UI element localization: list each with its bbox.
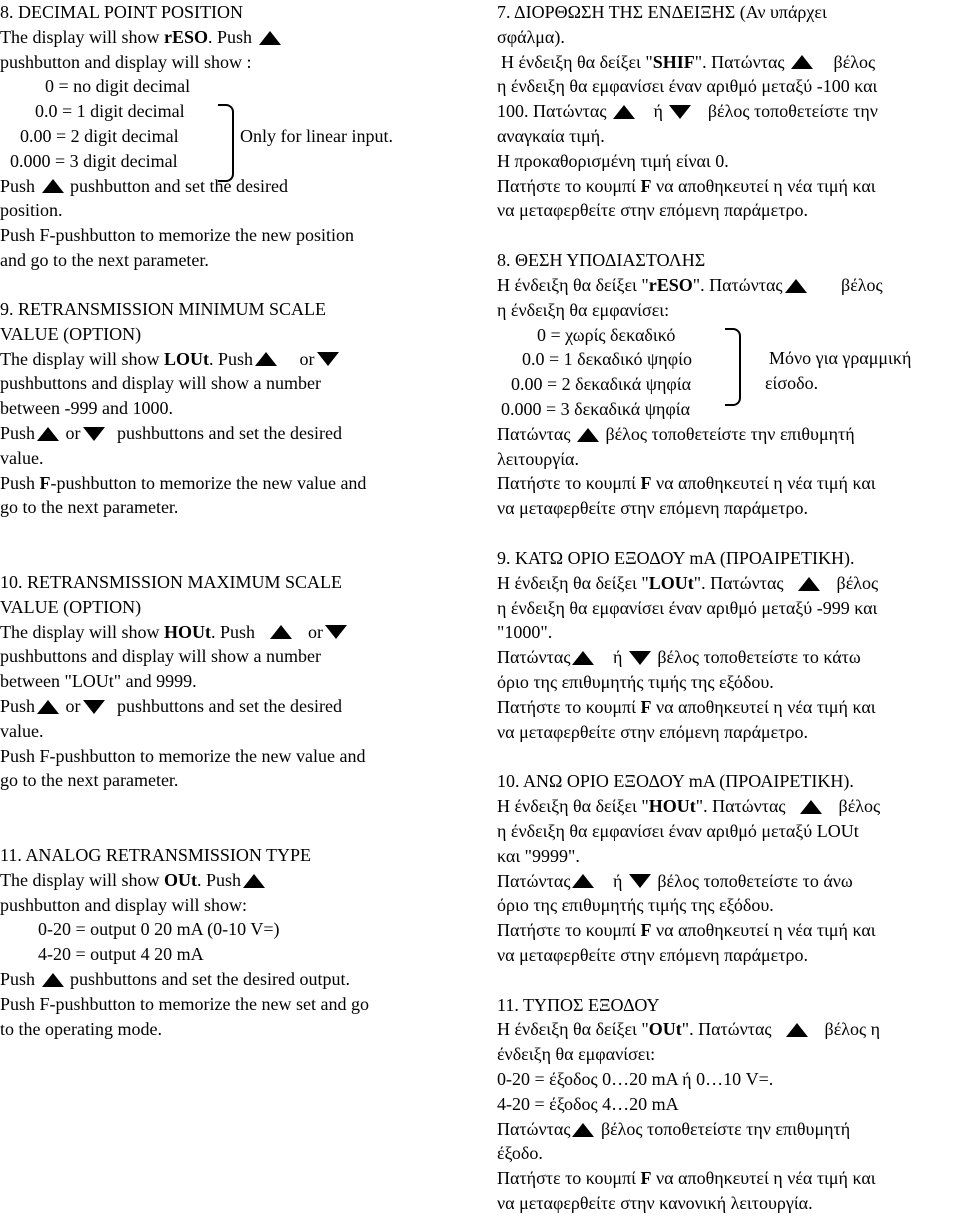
text: και "9999". bbox=[497, 845, 580, 866]
brace-icon bbox=[725, 328, 741, 406]
display-code: OUt bbox=[164, 869, 197, 890]
section-title: 11. ANALOG RETRANSMISSION TYPE bbox=[0, 845, 312, 865]
section-title: 11. ΤΥΠΟΣ ΕΞΟΔΟΥ bbox=[497, 994, 660, 1015]
up-arrow-icon bbox=[572, 651, 594, 665]
up-arrow-icon bbox=[42, 179, 64, 193]
text: 100. Πατώντας bbox=[497, 101, 607, 122]
text: βέλος bbox=[836, 572, 879, 593]
english-column bbox=[0, 0, 470, 1041]
en-section-9 bbox=[0, 297, 470, 545]
display-code: HOUt bbox=[648, 796, 696, 817]
text: Η ένδειξη θα δείξει " bbox=[501, 51, 653, 72]
text: go to the next parameter. bbox=[0, 770, 179, 791]
text: βέλος η bbox=[824, 1019, 881, 1040]
en-section-8 bbox=[0, 0, 470, 272]
section-title: 8. ΘΕΣΗ ΥΠΟΔΙΑΣΤΟΛΗΣ bbox=[497, 250, 706, 271]
bracket-note: Only for linear input. bbox=[240, 126, 393, 146]
key-letter: F bbox=[640, 696, 652, 717]
up-arrow-icon bbox=[572, 874, 594, 888]
up-arrow-icon bbox=[37, 700, 59, 714]
text: and go to the next parameter. bbox=[0, 249, 209, 270]
section-title: 10. ΑΝΩ ΟΡΙΟ ΕΞΟΔΟΥ mA (ΠΡΟΑΙΡΕΤΙΚΗ). bbox=[497, 771, 854, 792]
down-arrow-icon bbox=[83, 700, 105, 714]
up-arrow-icon bbox=[786, 1023, 808, 1037]
option-line: 0.00 = 2 δεκαδικά ψηφία bbox=[511, 374, 692, 395]
down-arrow-icon bbox=[317, 352, 339, 366]
text: pushbuttons and set the desired bbox=[117, 422, 342, 443]
text: βέλος bbox=[833, 51, 876, 72]
option-line: 4-20 = έξοδος 4…20 mA bbox=[497, 1093, 679, 1114]
text: ". Πατώντας bbox=[692, 274, 783, 295]
text: ένδειξη θα εμφανίσει: bbox=[497, 1044, 656, 1065]
text: να μεταφερθείτε στην επόμενη παράμετρο. bbox=[497, 498, 808, 519]
section-title: 9. RETRANSMISSION MINIMUM SCALE bbox=[0, 299, 327, 319]
text: βέλος τοποθετείστε την επιθυμητή bbox=[600, 1118, 851, 1139]
text: ". Πατώντας bbox=[681, 1019, 772, 1040]
text: να μεταφερθείτε στην κανονική λειτουργία. bbox=[497, 1193, 813, 1214]
key-letter: F bbox=[640, 175, 652, 196]
el-section-10 bbox=[497, 769, 955, 967]
text: βέλος τοποθετείστε το κάτω bbox=[657, 647, 861, 668]
text: η ένδειξη θα εμφανίσει έναν αριθμό μεταξύ LOUt bbox=[497, 820, 859, 841]
key-letter: F bbox=[640, 920, 652, 941]
option-line: 0 = no digit decimal bbox=[45, 76, 191, 97]
text: . Push bbox=[209, 348, 254, 369]
text: η ένδειξη θα εμφανίσει έναν αριθμό μεταξύ -999 και bbox=[497, 597, 878, 618]
display-code: OUt bbox=[648, 1019, 682, 1040]
up-arrow-icon bbox=[572, 1123, 594, 1137]
text: αναγκαία τιμή. bbox=[497, 125, 605, 146]
up-arrow-icon bbox=[42, 973, 64, 987]
text: Push bbox=[0, 472, 40, 493]
text: να αποθηκευτεί η νέα τιμή και bbox=[651, 175, 876, 196]
key-letter: F bbox=[39, 472, 51, 493]
text: λειτουργία. bbox=[497, 448, 579, 469]
text: Η ένδειξη θα δείξει " bbox=[497, 796, 649, 817]
display-code: LOUt bbox=[164, 348, 209, 369]
text: Push F-pushbutton to memorize the new value and bbox=[0, 745, 366, 766]
text: να μεταφερθείτε στην επόμενη παράμετρο. bbox=[497, 200, 808, 221]
text: ". Πατώντας bbox=[693, 572, 784, 593]
bracket-note: είσοδο. bbox=[765, 373, 819, 394]
up-arrow-icon bbox=[791, 55, 813, 69]
text: or bbox=[299, 348, 315, 369]
text: Πατήστε το κουμπί bbox=[497, 920, 641, 941]
text: Push F-pushbutton to memorize the new set and go bbox=[0, 993, 369, 1014]
text: go to the next parameter. bbox=[0, 497, 179, 518]
text: Πατήστε το κουμπί bbox=[497, 696, 641, 717]
text: The display will show bbox=[0, 26, 164, 47]
text: value. bbox=[0, 447, 44, 468]
text: pushbutton and display will show : bbox=[0, 51, 252, 72]
text: pushbuttons and set the desired bbox=[117, 695, 342, 716]
option-line: 0.0 = 1 δεκαδικό ψηφίο bbox=[522, 349, 692, 370]
text: Η ένδειξη θα δείξει " bbox=[497, 572, 649, 593]
text: pushbuttons and set the desired output. bbox=[70, 968, 350, 989]
text: or bbox=[65, 695, 81, 716]
down-arrow-icon bbox=[325, 625, 347, 639]
down-arrow-icon bbox=[629, 874, 651, 888]
section-title: σφάλμα). bbox=[497, 26, 565, 47]
el-section-11 bbox=[497, 993, 955, 1216]
text: or bbox=[308, 621, 324, 642]
text: ". Πατώντας bbox=[695, 796, 786, 817]
option-line: 0.0 = 1 digit decimal bbox=[35, 101, 185, 122]
down-arrow-icon bbox=[629, 651, 651, 665]
up-arrow-icon bbox=[259, 31, 281, 45]
text: η ένδειξη θα εμφανίσει έναν αριθμό μεταξύ -100 και bbox=[497, 76, 878, 97]
el-section-7 bbox=[497, 0, 955, 223]
display-code: SHIF bbox=[652, 51, 695, 72]
en-section-11 bbox=[0, 843, 470, 1041]
text: -pushbutton to memorize the new value and bbox=[50, 472, 367, 493]
display-code: rESO bbox=[164, 26, 209, 47]
option-line: 0-20 = έξοδος 0…20 mA ή 0…10 V=. bbox=[497, 1069, 774, 1090]
up-arrow-icon bbox=[243, 874, 265, 888]
text: "1000". bbox=[497, 622, 553, 643]
text: Η ένδειξη θα δείξει " bbox=[497, 274, 649, 295]
option-line: 0.000 = 3 δεκαδικά ψηφία bbox=[501, 398, 691, 419]
text: pushbutton and set the desired bbox=[70, 175, 288, 196]
text: position. bbox=[0, 200, 63, 221]
text: έξοδο. bbox=[497, 1143, 543, 1164]
option-line: 0 = χωρίς δεκαδικό bbox=[537, 324, 676, 345]
up-arrow-icon bbox=[785, 279, 807, 293]
up-arrow-icon bbox=[577, 428, 599, 442]
text: όριο της επιθυμητής τιμής της εξόδου. bbox=[497, 671, 774, 692]
text: between -999 and 1000. bbox=[0, 398, 173, 419]
text: Push bbox=[0, 175, 36, 196]
text: Πατήστε το κουμπί bbox=[497, 1168, 641, 1189]
section-title: VALUE (OPTION) bbox=[0, 596, 142, 617]
text: Η ένδειξη θα δείξει " bbox=[497, 1019, 649, 1040]
text: ". Πατώντας bbox=[694, 51, 785, 72]
text: pushbuttons and display will show a number bbox=[0, 373, 321, 394]
text: ή bbox=[612, 647, 623, 668]
text: Πατώντας bbox=[497, 423, 571, 444]
text: The display will show bbox=[0, 348, 164, 369]
text: ή bbox=[612, 870, 623, 891]
text: Push bbox=[0, 968, 36, 989]
brace-icon bbox=[218, 104, 234, 182]
option-line: 0.00 = 2 digit decimal bbox=[20, 125, 179, 146]
option-line: 0.000 = 3 digit decimal bbox=[10, 150, 178, 171]
text: . Push bbox=[208, 26, 253, 47]
section-title: VALUE (OPTION) bbox=[0, 323, 142, 344]
text: να αποθηκευτεί η νέα τιμή και bbox=[651, 473, 876, 494]
el-section-9 bbox=[497, 546, 955, 744]
text: The display will show bbox=[0, 621, 164, 642]
text: . Push bbox=[197, 869, 242, 890]
down-arrow-icon bbox=[669, 105, 691, 119]
text: value. bbox=[0, 720, 44, 741]
up-arrow-icon bbox=[270, 625, 292, 639]
text: ή bbox=[653, 101, 663, 122]
display-code: rESO bbox=[648, 274, 693, 295]
text: η ένδειξη θα εμφανίσει: bbox=[497, 299, 670, 320]
section-title: 7. ΔΙΟΡΘΩΣΗ ΤΗΣ ΕΝΔΕΙΞΗΣ (Αν υπάρχει bbox=[497, 2, 827, 22]
key-letter: F bbox=[640, 473, 652, 494]
up-arrow-icon bbox=[800, 800, 822, 814]
up-arrow-icon bbox=[613, 105, 635, 119]
text: να αποθηκευτεί η νέα τιμή και bbox=[651, 696, 876, 717]
display-code: LOUt bbox=[648, 572, 694, 593]
option-line: 4-20 = output 4 20 mA bbox=[38, 944, 204, 965]
key-letter: F bbox=[640, 1168, 652, 1189]
down-arrow-icon bbox=[83, 427, 105, 441]
text: or bbox=[65, 422, 81, 443]
text: Push F-pushbutton to memorize the new position bbox=[0, 225, 354, 246]
text: Πατώντας bbox=[497, 647, 571, 668]
text: Πατήστε το κουμπί bbox=[497, 175, 641, 196]
text: Push bbox=[0, 695, 36, 716]
text: pushbuttons and display will show a number bbox=[0, 646, 321, 667]
text: να μεταφερθείτε στην επόμενη παράμετρο. bbox=[497, 721, 808, 742]
text: βέλος τοποθετείστε το άνω bbox=[657, 870, 853, 891]
option-line: 0-20 = output 0 20 mA (0-10 V=) bbox=[38, 919, 280, 940]
section-title: 8. DECIMAL POINT POSITION bbox=[0, 2, 243, 22]
text: να αποθηκευτεί η νέα τιμή και bbox=[651, 920, 876, 941]
bracket-note: Μόνο για γραμμική bbox=[769, 348, 912, 369]
up-arrow-icon bbox=[798, 577, 820, 591]
text: Πατώντας bbox=[497, 870, 571, 891]
text: . Push bbox=[211, 621, 256, 642]
text: The display will show bbox=[0, 869, 164, 890]
el-section-8 bbox=[497, 248, 955, 521]
text: Πατώντας bbox=[497, 1118, 571, 1139]
text: Η προκαθορισμένη τιμή είναι 0. bbox=[497, 150, 729, 171]
section-title: 9. ΚΑΤΩ ΟΡΙΟ ΕΞΟΔΟΥ mA (ΠΡΟΑΙΡΕΤΙΚΗ). bbox=[497, 547, 855, 568]
text: βέλος τοποθετείστε την επιθυμητή bbox=[605, 423, 855, 444]
text: να αποθηκευτεί η νέα τιμή και bbox=[651, 1168, 876, 1189]
section-title: 10. RETRANSMISSION MAXIMUM SCALE bbox=[0, 572, 343, 592]
text: Push bbox=[0, 422, 36, 443]
text: βέλος τοποθετείστε την bbox=[707, 101, 878, 122]
up-arrow-icon bbox=[37, 427, 59, 441]
text: Πατήστε το κουμπί bbox=[497, 473, 641, 494]
up-arrow-icon bbox=[255, 352, 277, 366]
display-code: HOUt bbox=[164, 621, 211, 642]
text: to the operating mode. bbox=[0, 1018, 162, 1039]
text: όριο της επιθυμητής τιμής της εξόδου. bbox=[497, 895, 774, 916]
greek-column bbox=[497, 0, 955, 1216]
en-section-10 bbox=[0, 570, 470, 818]
text: pushbutton and display will show: bbox=[0, 894, 247, 915]
text: να μεταφερθείτε στην επόμενη παράμετρο. bbox=[497, 944, 808, 965]
text: between "LOUt" and 9999. bbox=[0, 671, 197, 692]
text: βέλος bbox=[838, 796, 881, 817]
text: βέλος bbox=[841, 274, 883, 295]
